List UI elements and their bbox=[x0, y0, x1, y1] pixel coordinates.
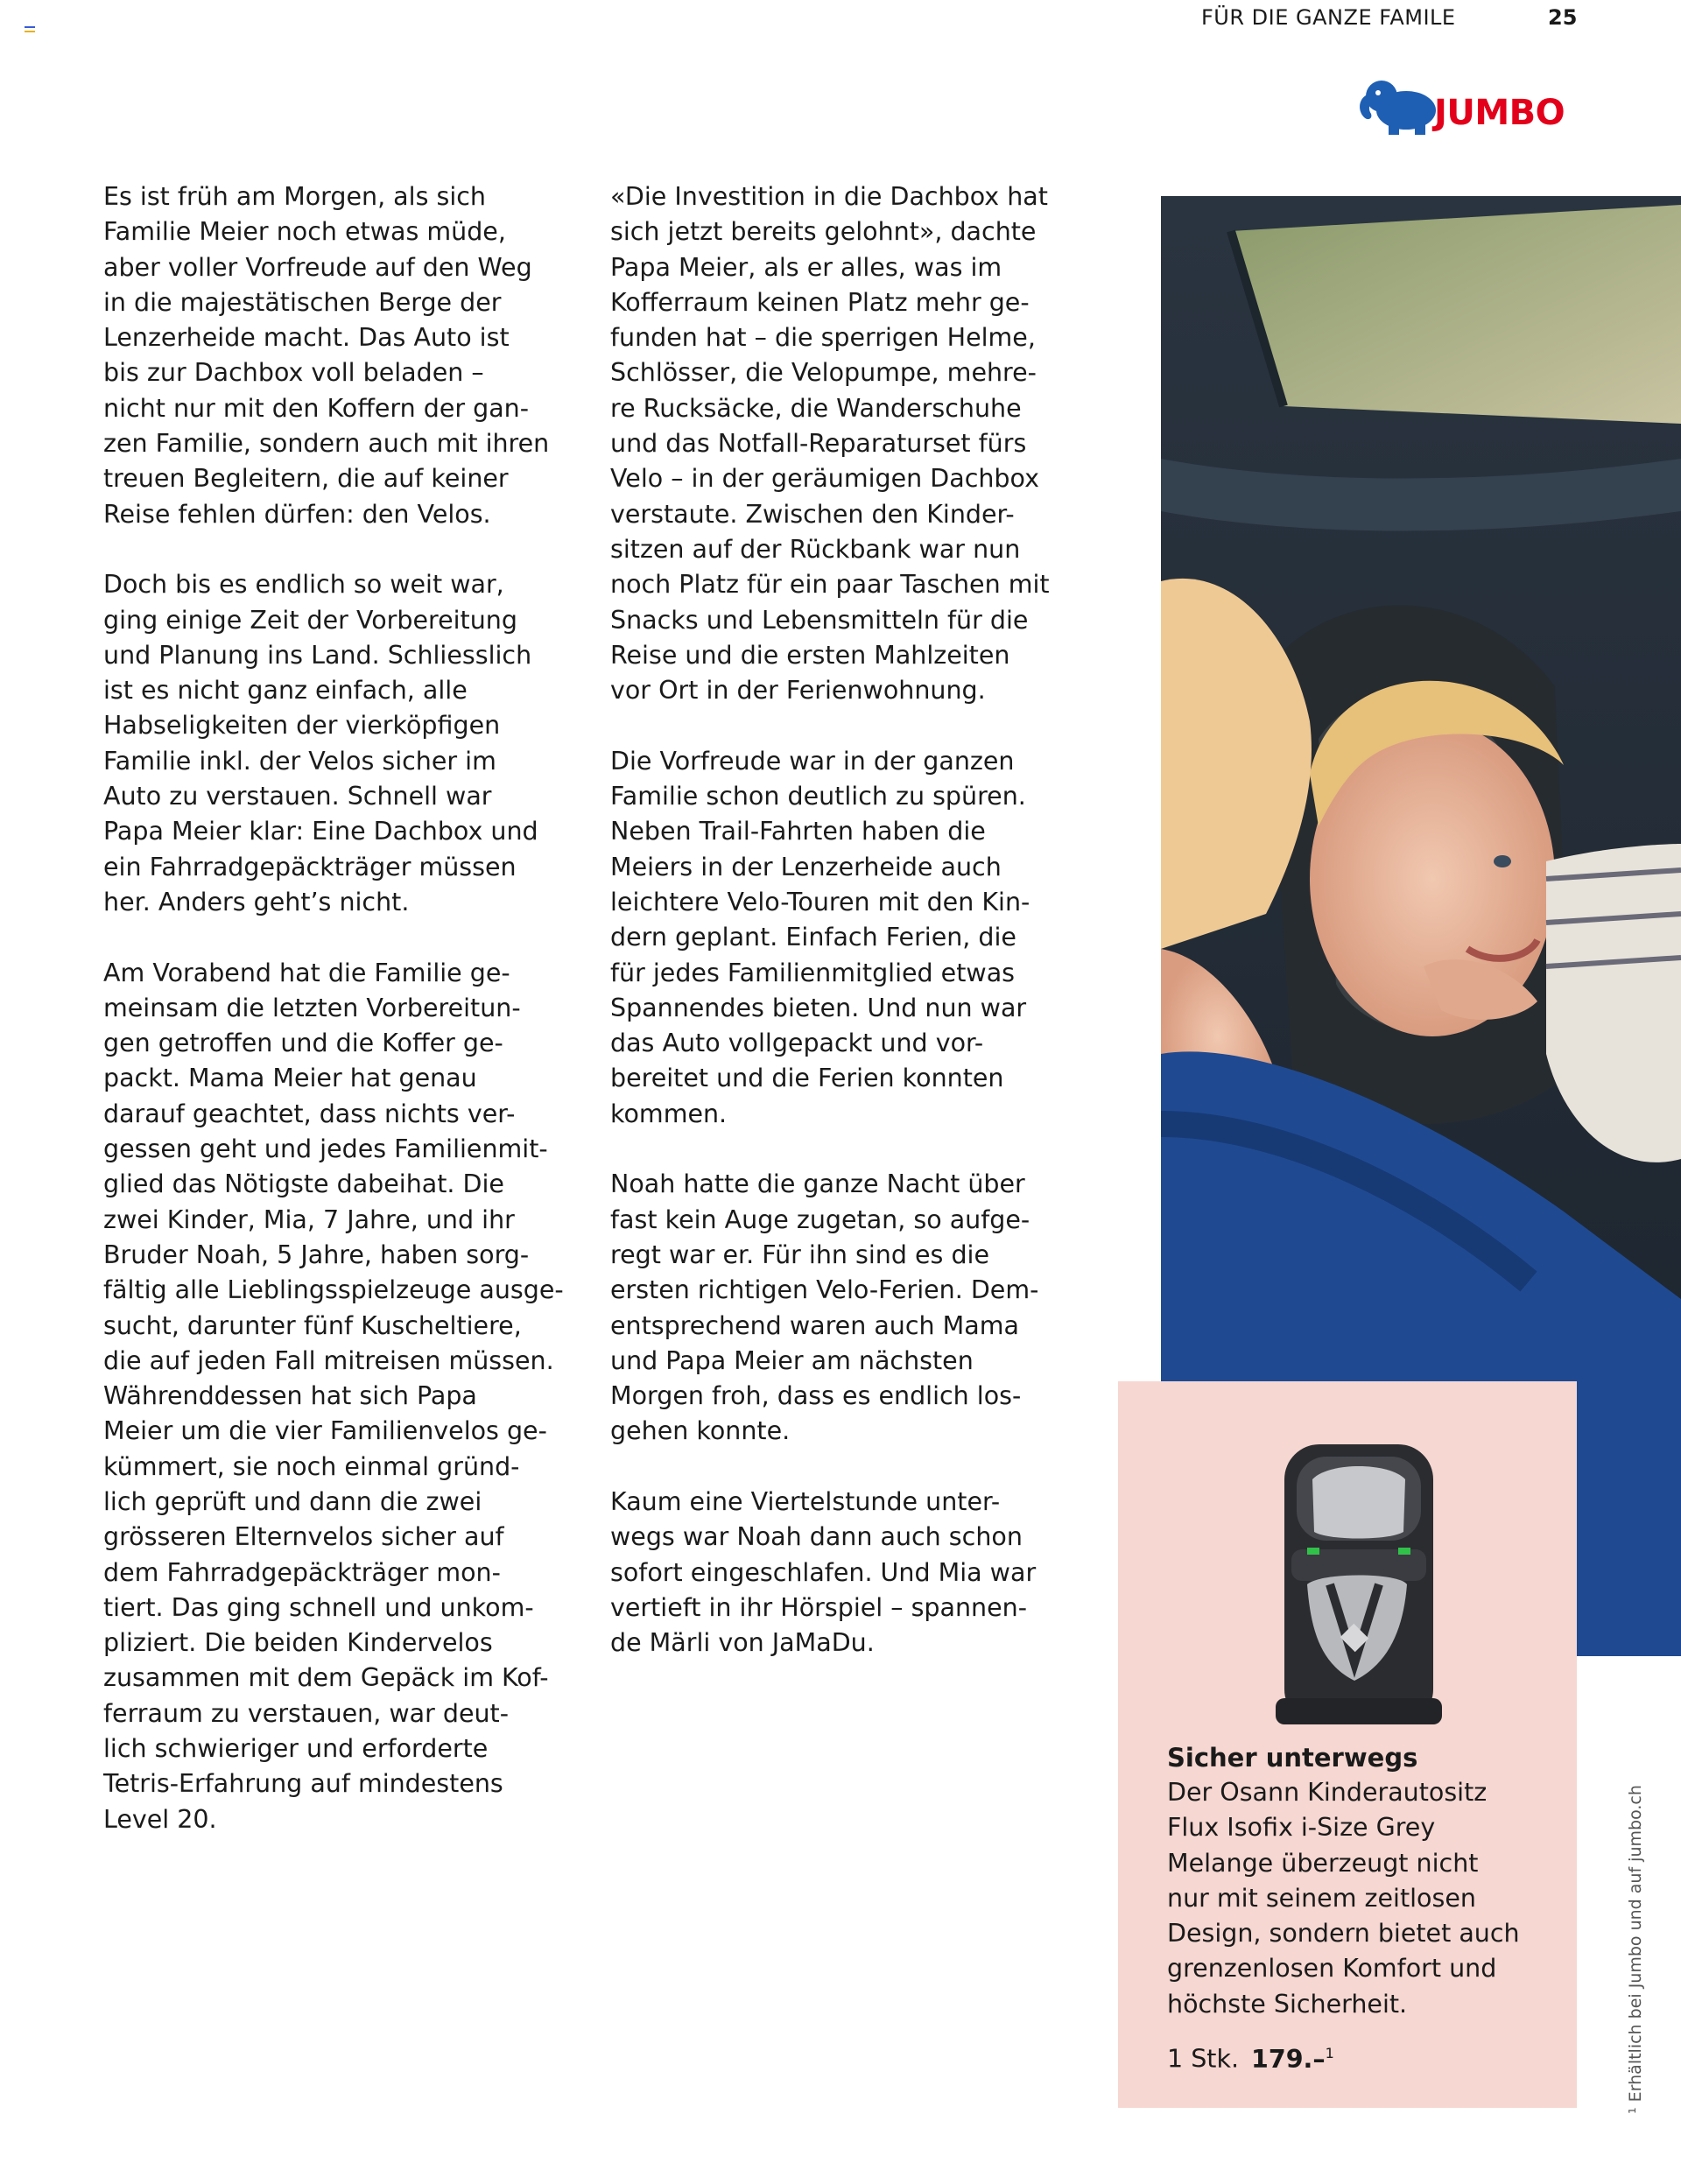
article-paragraph: Es ist früh am Morgen, als sich Familie Meier noch etwas müde, aber voller Vorfreude auf den Weg in die majestätischen Berge der Lenzerheide macht. Das Auto ist bis zur Dachbox voll beladen – nicht nur mit den Koffern der gan- zen Familie, sondern auch mit ihren treuen Begleitern, die auf keiner Reise fehlen dürfen: den Velos. bbox=[103, 182, 550, 529]
article-paragraph: Die Vorfreude war in der ganzen Familie schon deutlich zu spüren. Neben Trail-Fahrten haben die Meiers in der Lenzerheide auch leichtere Velo-Touren mit den Kin- dern geplant. Einfach Ferien, die für jedes Familienmitglied etwas Spannendes bieten. Und nun war das Auto vollgepackt und vor- bereitet und die Ferien konnten kommen. bbox=[610, 746, 1030, 1128]
running-head: FÜR DIE GANZE FAMILE bbox=[1201, 5, 1456, 30]
article-paragraph: Doch bis es endlich so weit war, ging einige Zeit der Vorbereitung und Planung ins Land. Schliesslich ist es nicht ganz einfach, alle Habseligkeiten der vierköpfigen Familie inkl. der Velos sicher im Auto zu verstauen. Schnell war Papa Meier klar: Eine Dachbox und ein Fahrradgepäckträger müssen her. Anders geht’s nicht. bbox=[103, 570, 538, 916]
product-title: Sicher unterwegs bbox=[1167, 1743, 1418, 1773]
logo-wordmark: JUMBO bbox=[1434, 93, 1565, 133]
article-middle-column bbox=[610, 179, 1101, 1696]
article-paragraph: Noah hatte die ganze Nacht über fast kein Auge zugetan, so aufge- regt war er. Für ihn sind es die ersten richtigen Velo-Ferien. Dem- entsprechend waren auch Mama und Papa Meier am nächsten Morgen froh, dass es endlich los- gehen konnte. bbox=[610, 1169, 1039, 1446]
product-price bbox=[1167, 2036, 1334, 2077]
price-amount: 179.– bbox=[1251, 2044, 1326, 2074]
corner-color-mark bbox=[25, 26, 35, 35]
availability-footnote: ¹ Erhältlich bei Jumbo und auf jumbo.ch bbox=[1626, 1785, 1645, 2114]
article-left-column bbox=[103, 179, 594, 1872]
price-footnote-mark: 1 bbox=[1325, 2045, 1334, 2061]
jumbo-logo bbox=[1355, 75, 1583, 142]
product-promo-box bbox=[1118, 1381, 1577, 2108]
page-number: 25 bbox=[1548, 5, 1578, 30]
product-description: Der Osann Kinderautositz Flux Isofix i-Size Grey Melange überzeugt nicht nur mit seinem zeitlosen Design, sondern bietet auch grenzenlosen Komfort und höchste Sicherheit. bbox=[1167, 1778, 1520, 2019]
article-paragraph: Kaum eine Viertelstunde unter- wegs war Noah dann auch schon sofort eingeschlafen. Und Mia war vertieft in ihr Hörspiel – spannen- de Märli von JaMaDu. bbox=[610, 1486, 1037, 1658]
car-seat-image bbox=[1223, 1418, 1486, 1733]
article-paragraph: Am Vorabend hat die Familie ge- meinsam die letzten Vorbereitun- gen getroffen und die Koffer ge- packt. Mama Meier hat genau darauf geachtet, dass nichts ver- gessen geht und jedes Familienmit- glied das Nötigste dabeihat. Die zwei Kinder, Mia, 7 Jahre, und ihr Bruder Noah, 5 Jahre, haben sorg- fältig alle Lieblingsspielzeuge ausge- sucht, darunter fünf Kuscheltiere, die auf jeden Fall mitreisen müssen. Währenddessen hat sich Papa Meier um die vier Familienvelos ge- kümmert, sie noch einmal gründ- lich geprüft und dann die zwei grösseren Elternvelos sicher auf dem Fahrradgepäckträger mon- tiert. Das ging schnell und unkom- pliziert. Die beiden Kindervelos zusammen mit dem Gepäck im Kof- ferraum zu verstauen, war deut- lich schwieriger und erforderte Tetris-Erfahrung auf mindestens Level 20. bbox=[103, 958, 564, 1834]
product-quantity: 1 Stk. bbox=[1167, 2044, 1240, 2074]
article-paragraph: «Die Investition in die Dachbox hat sich jetzt bereits gelohnt», dachte Papa Meier, als er alles, was im Kofferraum keinen Platz mehr ge- funden hat – die sperrigen Helme, Schlösser, die Velopumpe, mehre- re Rucksäcke, die Wanderschuhe und das Notfall-Reparaturset fürs Velo – in der geräumigen Dachbox verstaute. Zwischen den Kinder- sitzen auf der Rückbank war nun noch Platz für ein paar Taschen mit Snacks und Lebensmitteln für die Reise und die ersten Mahlzeiten vor Ort in der Ferienwohnung. bbox=[610, 182, 1050, 706]
